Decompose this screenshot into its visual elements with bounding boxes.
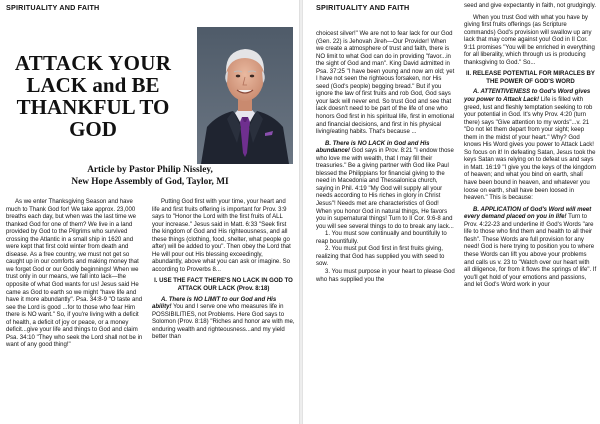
step-2: 2. You must put God first in first fruits giving, realizing that God has supplied you with seed to sow.	[316, 246, 445, 268]
article-column-1	[6, 199, 145, 350]
section-heading-2: II. RELEASE POTENTIAL FOR MIRACLES BY THE POWER OF GOD'S WORD	[466, 71, 595, 85]
point-a2-label: A. ATTENTIVENESS to God's Word gives you power to Attack Lack!	[464, 89, 591, 104]
point-a2-text: Life is filled with greed, lust and fleshly temptation seeking to rob your potential in God. It's why Prov. 4:20 (turn there) says "Give attention to my words"...v. 21 "Do not let them depart from your sight; keep them in the midst of your heart." Why? God knows His Word gives you power to Attack Lack! So focus on it! In defeating Satan, Jesus took the keys Satan was relying on to defeat us and says in Matt. 16:19 "I give you the keys of the kingdom of heaven; and what you bind on earth, shall have been bound in heaven, and whatever you loose on earth, shall have been loosed in heaven." This is because:	[464, 97, 596, 202]
section-header-right: SPIRITUALITY AND FAITH	[316, 3, 410, 12]
byline-author: Article by Pastor Philip Nissley,	[87, 165, 213, 175]
point-a2-paragraph	[464, 89, 597, 202]
column3-paragraph-1: choicest silver!" We are not to fear lack for our God (Gen. 22) is Jehovah Jireh—Our Provider! When we create a atmosphere of trust and faith, there is NO limit to what God can do in providing "favor...in the sight of God and man". King David admitted in Psa. 37:25 "I have been young and now am old; yet I have not seen the righteous forsaken, nor His seed (God's people) begging bread." But if you ignore the law of first fruits and rob God, God says your lack will never end. So trust God and see that lack doesn't need to be part of the life of one who honors God first in his spiritual life, first in emotional and financial decisions, and first in his physical living/eating habits. That's because ...	[316, 31, 455, 136]
point-b-paragraph	[316, 141, 455, 232]
headline-line-2: LACK and BE	[26, 73, 160, 97]
point-b2-paragraph	[464, 207, 597, 290]
right-page	[303, 0, 600, 424]
article-headline	[4, 52, 182, 140]
column1-paragraph-1: As we enter Thanksgiving Season and have much to Thank God for! We take approx. 23,000 breaths each day, but when was the last time we thanked God for one of them? We live in a land provided by God to the Pilgrims who survived crossing the Atlantic in a small ship in 1620 and were kept that first cold winter from death and disease. As a free country, we must not get so caught up in our comforts and making money that we forget God or our Godly beginnings! When we trust only in our means, we fall into lack—the opposite of what God wants for us! Jesus said He came as God to earth so we might "have life and have it more abundantly". Psa. 34:8-9 "O taste and see the Lord is good ...for to those who fear Him there is NO want." So, if you're living with a deficit of health, a deficit of joy or peace, or a money deficit...give your life and things to God and claim Psa. 34:10 "They who seek the Lord shall not be in want of any good thing!"	[6, 199, 143, 349]
headline-line-3: THANKFUL TO	[16, 95, 170, 119]
column2-paragraph-1: Putting God first with your time, your heart and life and first fruits offering is important for Prov. 3:9 says to "Honor the Lord with the first fruits of ALL your increase." Jesus said in Matt. 6:33 "Seek first the kingdom of God and His righteousness, and all these things (clothing, food, shelter, what people go after) will be added to you". Then obey the Lord that He will pour out His blessing exceedingly, abundantly, above what you can ask or imagine. So according to Proverbs 8...	[152, 199, 291, 273]
article-column-4	[464, 3, 597, 290]
section-header-left: SPIRITUALITY AND FAITH	[6, 3, 100, 12]
article-column-3	[316, 31, 455, 284]
column4-paragraph-2: When you trust God with what you have by giving first fruits offerings (as Scripture commands) God's provision will swallow up any lack that may come against you! God in II Cor. 9:11 promises "You will be enriched in everything for all liberality, which through us is producing thanksgiving to God." So...	[464, 14, 595, 66]
article-column-2	[152, 199, 295, 342]
headline-line-1: ATTACK YOUR	[14, 51, 172, 75]
point-b2-text: Turn to Prov. 4:22-23 and underline it! God's Words "are life to those who find them and health to all their flesh". These Words are full provision for any need! God is here trying to position you to where these Words can lift you above your problems and calls us v. 23 to "Watch over our heart with all diligence, for from it flows the springs of life". If you'll get hold of your emotions and passions, and let God's Word work in your	[464, 214, 597, 289]
point-a-paragraph	[152, 297, 295, 342]
point-a-text: You and I serve one who measures life in POSSIBILITIES, not Problems. Here God says to Solomon (Prov. 8:18) "Riches and honor are with me, enduring wealth and righteousness...and my yield better than	[152, 304, 295, 341]
point-b-text: God says in Prov. 8:21 "I endow those who love me with wealth, that I may fill their treasuries." Be a giving partner with God like Paul blessed the Philippians for financial giving to the need in Macedonia and Thessalonica church, saying in Phil. 4:19 "My God will supply all your needs according to His riches in glory in Christ Jesus"! Needs met are characteristics of God! When you honor God in natural things, He favors you in supernatural things! Turn to II Cor. 9:6-8 and you will see several things to do to break any lack...	[316, 148, 454, 230]
pastor-portrait-icon	[197, 27, 293, 164]
article-byline	[4, 165, 296, 188]
point-b-label: B. There is NO LACK in God and His abundance!	[316, 140, 430, 155]
pastor-portrait-photo	[197, 27, 293, 164]
headline-line-4: GOD	[69, 117, 117, 141]
step-1: 1. You must sow continually and bountifully to reap bountifully.	[316, 231, 447, 245]
point-a-label: A. There is NO LIMIT to our God and His ability!	[152, 296, 277, 311]
section-heading-1: I. USE THE FACT THERE'S NO LACK IN GOD TO ATTACK OUR LACK (Prov. 8:18)	[154, 278, 293, 293]
column4-paragraph-1: seed and give expectantly in faith, not grudgingly.	[464, 3, 596, 9]
point-b2-label: B. APPLICATION of God's Word will meet every demand placed on you in life!	[464, 206, 592, 221]
byline-church: New Hope Assembly of God, Taylor, MI	[71, 176, 229, 187]
step-3: 3. You must purpose in your heart to please God who has supplied you the	[316, 268, 455, 283]
